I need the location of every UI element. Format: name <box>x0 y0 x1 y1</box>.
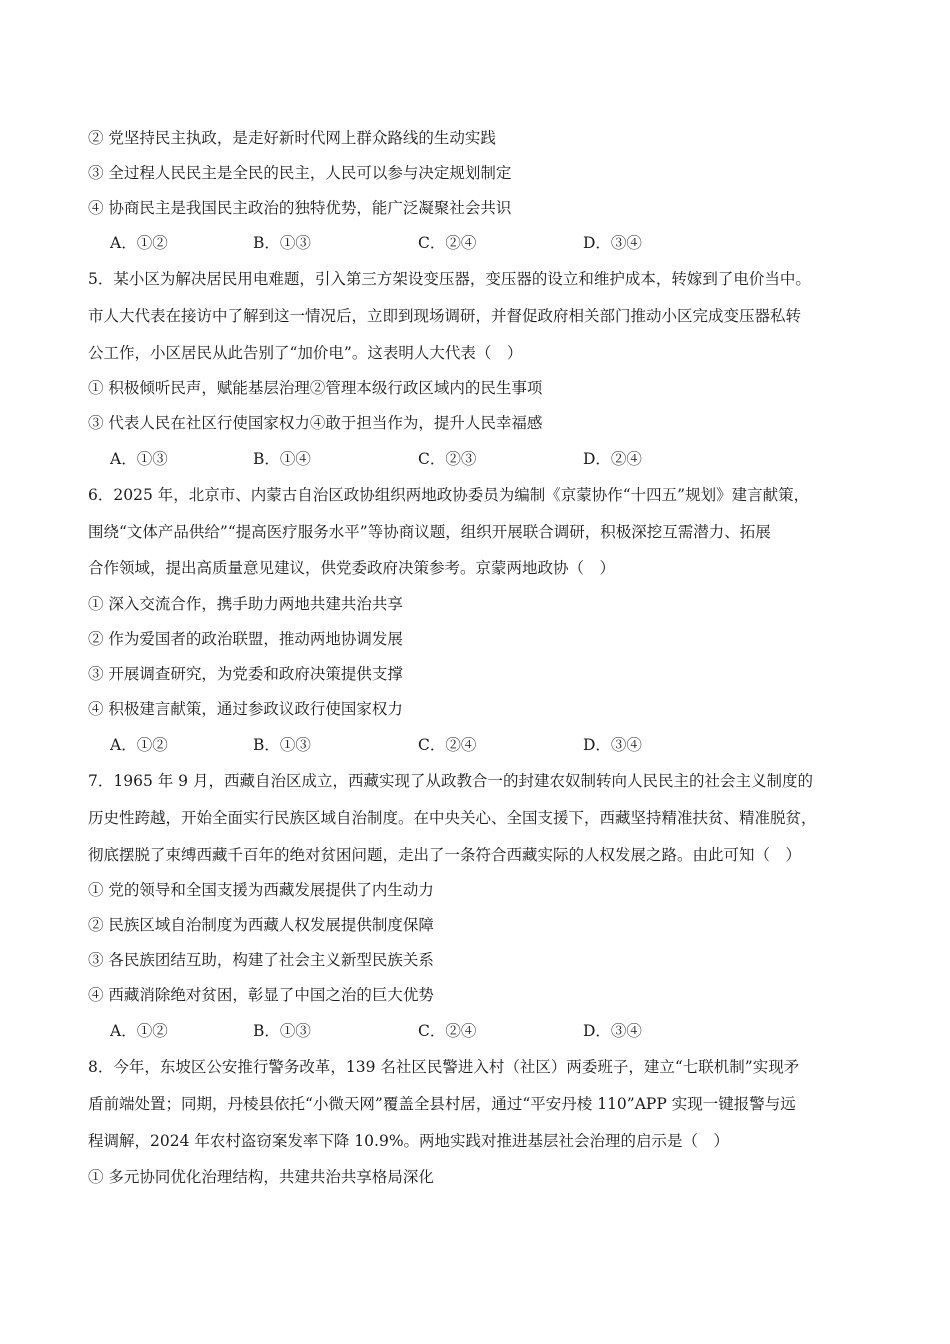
question-6-stem: 合作领域，提出高质量意见建议，供党委政府决策参考。京蒙两地政协（ ） <box>88 559 616 577</box>
option-a: A．①③ <box>110 450 168 468</box>
question-5-stem: 公工作，小区居民从此告别了“加价电”。这表明人大代表（ ） <box>88 344 523 362</box>
choice-item: ① 多元协同优化治理结构，共建共治共享格局深化 <box>88 1168 434 1186</box>
choice-item: ② 作为爱国者的政治联盟，推动两地协调发展 <box>88 630 403 648</box>
option-d: D．③④ <box>583 1022 642 1040</box>
choice-item: ② 民族区域自治制度为西藏人权发展提供制度保障 <box>88 916 434 934</box>
question-7-stem: 彻底摆脱了束缚西藏千百年的绝对贫困问题，走出了一条符合西藏实际的人权发展之路。由此可知（ ） <box>88 846 802 864</box>
choice-item: ③ 代表人民在社区行使国家权力④敢于担当作为，提升人民幸福感 <box>88 414 543 432</box>
question-5-stem: 5．某小区为解决居民用电难题，引入第三方架设变压器，变压器的设立和维护成本，转嫁到了电价当中。 <box>88 270 811 288</box>
question-6-stem: 围绕“文体产品供给”“提高医疗服务水平”等协商议题，组织开展联合调研，积极深挖互需潜力、拓展 <box>88 523 771 541</box>
option-a: A．①② <box>110 736 168 754</box>
question-8-stem: 程调解，2024 年农村盗窃案发率下降 10.9%。两地实践对推进基层社会治理的启示是（ ） <box>88 1132 730 1150</box>
choice-item: ③ 全过程人民民主是全民的民主，人民可以参与决定规划制定 <box>88 164 512 182</box>
option-a: A．①② <box>110 234 168 252</box>
option-b: B．①③ <box>253 736 311 754</box>
option-a: A．①② <box>110 1022 168 1040</box>
answer-options <box>110 735 810 755</box>
choice-item: ② 党坚持民主执政，是走好新时代网上群众路线的生动实践 <box>88 129 496 147</box>
choice-item: ④ 西藏消除绝对贫困，彰显了中国之治的巨大优势 <box>88 986 434 1004</box>
question-7-stem: 历史性跨越，开始全面实行民族区域自治制度。在中央关心、全国支援下，西藏坚持精准扶贫、精准脱贫， <box>88 809 817 827</box>
choice-item: ① 党的领导和全国支援为西藏发展提供了内生动力 <box>88 881 434 899</box>
option-d: D．③④ <box>583 736 642 754</box>
option-b: B．①④ <box>253 450 311 468</box>
option-b: B．①③ <box>253 234 311 252</box>
question-8-stem: 盾前端处置；同期，丹棱县依托“小微天网”覆盖全县村居，通过“平安丹棱 110”APP 实现一键报警与远 <box>88 1095 796 1113</box>
choice-item: ① 深入交流合作，携手助力两地共建共治共享 <box>88 595 403 613</box>
choice-item: ③ 各民族团结互助，构建了社会主义新型民族关系 <box>88 951 434 969</box>
option-c: C．②④ <box>418 1022 477 1040</box>
option-c: C．②④ <box>418 736 477 754</box>
choice-item: ① 积极倾听民声，赋能基层治理②管理本级行政区域内的民生事项 <box>88 379 543 397</box>
answer-options <box>110 449 810 469</box>
question-8-stem: 8．今年，东坡区公安推行警务改革，139 名社区民警进入村（社区）两委班子，建立“七联机制”实现矛 <box>88 1058 800 1076</box>
option-d: D．③④ <box>583 234 642 252</box>
question-5-stem: 市人大代表在接访中了解到这一情况后，立即到现场调研，并督促政府相关部门推动小区完成变压器私转 <box>88 307 802 325</box>
option-d: D．②④ <box>583 450 642 468</box>
choice-item: ③ 开展调查研究，为党委和政府决策提供支撑 <box>88 665 403 683</box>
option-b: B．①③ <box>253 1022 311 1040</box>
answer-options <box>110 1021 810 1041</box>
option-c: C．②④ <box>418 234 477 252</box>
choice-item: ④ 积极建言献策，通过参政议政行使国家权力 <box>88 700 403 718</box>
answer-options <box>110 233 810 253</box>
choice-item: ④ 协商民主是我国民主政治的独特优势，能广泛凝聚社会共识 <box>88 199 512 217</box>
option-c: C．②③ <box>418 450 477 468</box>
question-6-stem: 6．2025 年，北京市、内蒙古自治区政协组织两地政协委员为编制《京蒙协作“十四五”规划》建言献策， <box>88 486 810 504</box>
question-7-stem: 7．1965 年 9 月，西藏自治区成立，西藏实现了从政教合一的封建农奴制转向人民民主的社会主义制度的 <box>88 772 813 790</box>
